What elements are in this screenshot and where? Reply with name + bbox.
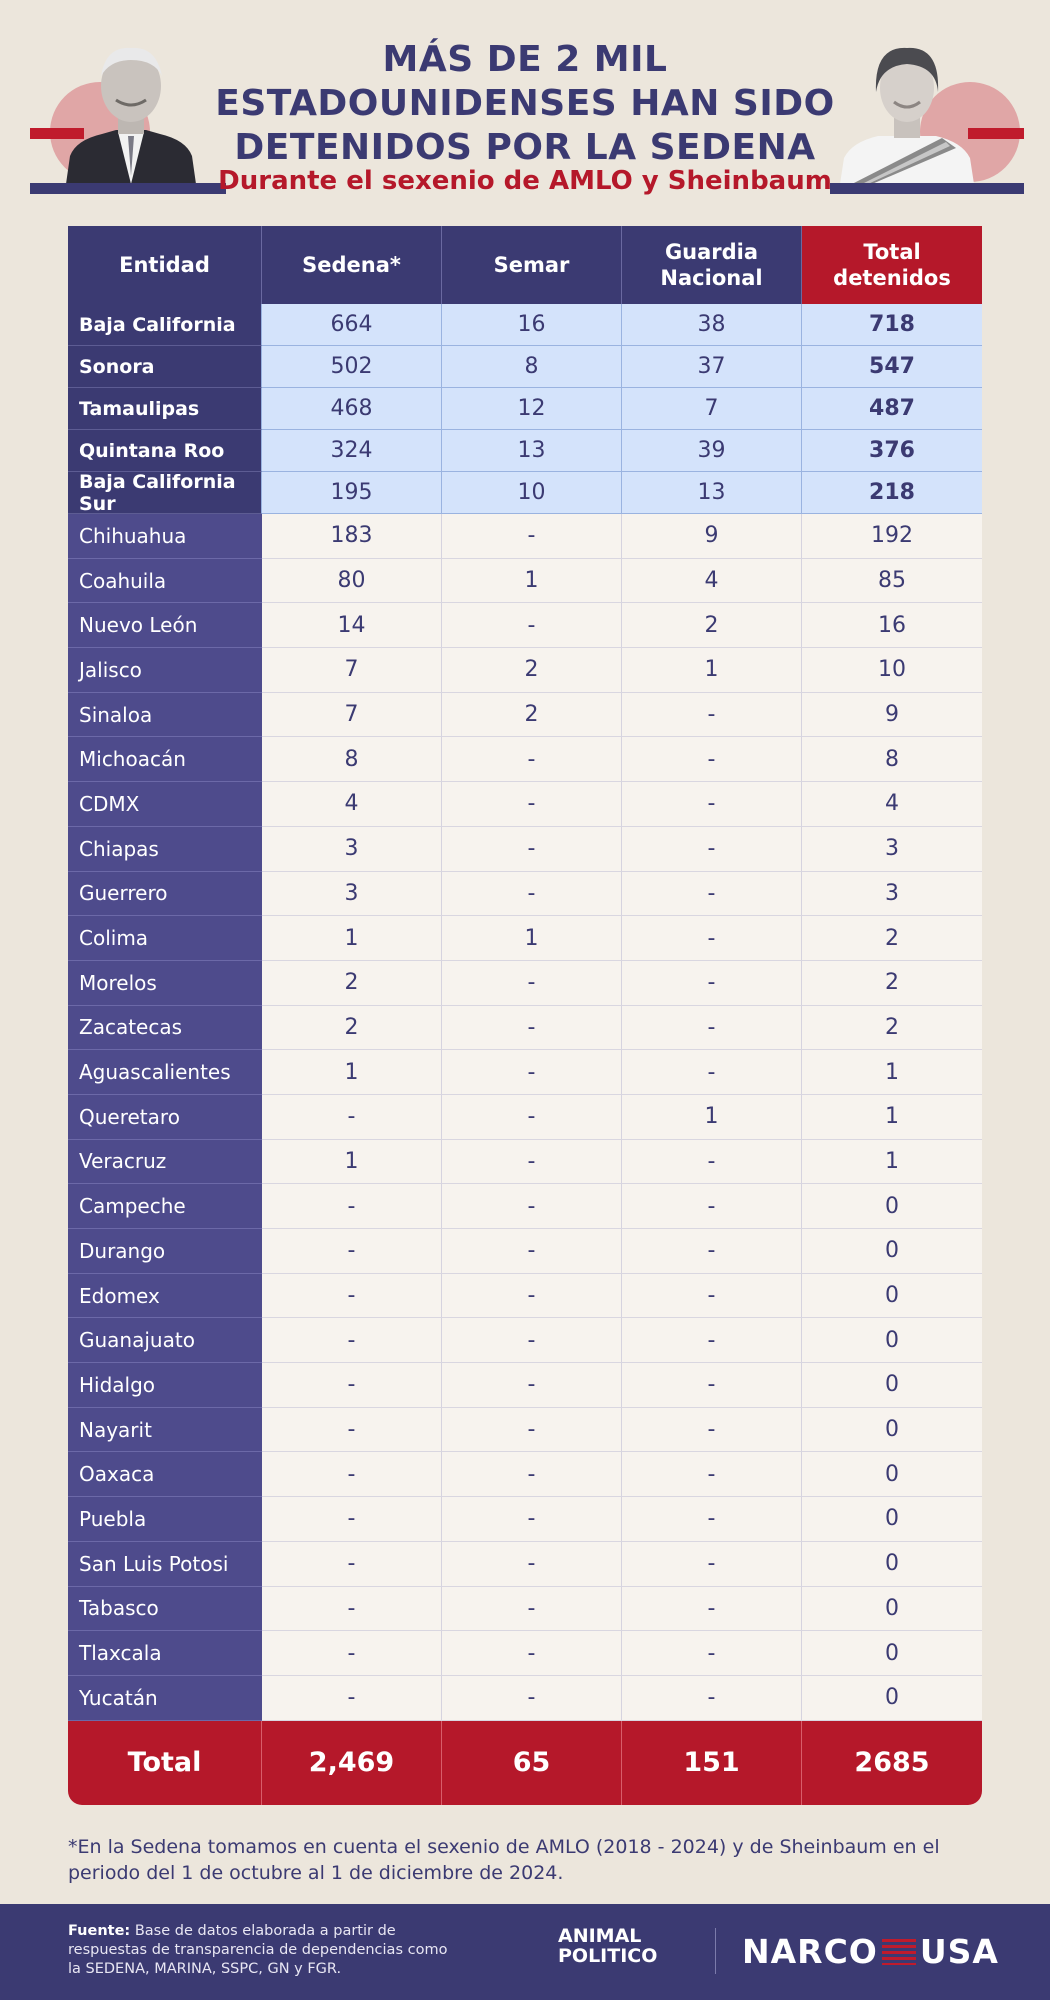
cell-entidad: Baja California Sur <box>68 472 262 514</box>
narco-usa-logo[interactable] <box>742 1932 999 1971</box>
cell-semar: - <box>442 1363 622 1408</box>
table-row <box>68 961 982 1006</box>
cell-sedena: - <box>262 1587 442 1632</box>
cell-semar: 1 <box>442 559 622 604</box>
cell-sedena: - <box>262 1676 442 1721</box>
cell-sedena: - <box>262 1408 442 1453</box>
cell-semar: 2 <box>442 693 622 738</box>
cell-entidad: Queretaro <box>68 1095 262 1140</box>
portrait-sheinbaum <box>832 36 982 184</box>
table-row <box>68 693 982 738</box>
cell-sedena: 3 <box>262 872 442 917</box>
table-row <box>68 1497 982 1542</box>
table-row <box>68 782 982 827</box>
cell-entidad: Veracruz <box>68 1140 262 1185</box>
header <box>0 0 1050 210</box>
table-row <box>68 472 982 514</box>
table-row <box>68 1408 982 1453</box>
cell-total: 0 <box>802 1676 982 1721</box>
cell-guardia-nacional: - <box>622 1229 802 1274</box>
cell-semar: 2 <box>442 648 622 693</box>
cell-sedena: 468 <box>262 388 442 430</box>
cell-entidad: Guerrero <box>68 872 262 917</box>
flag-stripes-icon <box>882 1939 916 1965</box>
cell-sedena: - <box>262 1542 442 1587</box>
cell-total: 85 <box>802 559 982 604</box>
table-row <box>68 1006 982 1051</box>
title-line-3: DETENIDOS POR LA SEDENA <box>234 127 816 168</box>
cell-semar: - <box>442 961 622 1006</box>
cell-sedena: 1 <box>262 1050 442 1095</box>
cell-sedena: 1 <box>262 916 442 961</box>
cell-entidad: Chiapas <box>68 827 262 872</box>
cell-guardia-nacional: - <box>622 1050 802 1095</box>
cell-total: 1 <box>802 1095 982 1140</box>
cell-semar: - <box>442 514 622 559</box>
cell-entidad: San Luis Potosi <box>68 1542 262 1587</box>
cell-guardia-nacional: 7 <box>622 388 802 430</box>
cell-semar: - <box>442 1318 622 1363</box>
cell-guardia-nacional: - <box>622 782 802 827</box>
cell-sedena: - <box>262 1452 442 1497</box>
cell-total: 3 <box>802 827 982 872</box>
cell-semar: - <box>442 827 622 872</box>
cell-sedena: 8 <box>262 737 442 782</box>
cell-entidad: Coahuila <box>68 559 262 604</box>
cell-total: 2 <box>802 916 982 961</box>
cell-semar: 13 <box>442 430 622 472</box>
cell-entidad: Zacatecas <box>68 1006 262 1051</box>
cell-total: 0 <box>802 1452 982 1497</box>
cell-total: 218 <box>802 472 982 514</box>
cell-sedena: 2 <box>262 1006 442 1051</box>
cell-guardia-nacional: - <box>622 827 802 872</box>
cell-guardia-nacional: - <box>622 1542 802 1587</box>
cell-semar: - <box>442 1274 622 1319</box>
table-row <box>68 1676 982 1721</box>
cell-semar: - <box>442 1184 622 1229</box>
cell-guardia-nacional: 9 <box>622 514 802 559</box>
cell-total: 0 <box>802 1318 982 1363</box>
cell-sedena: 664 <box>262 304 442 346</box>
cell-sedena: - <box>262 1184 442 1229</box>
cell-entidad: Yucatán <box>68 1676 262 1721</box>
cell-total: 2 <box>802 961 982 1006</box>
title-line-1: MÁS DE 2 MIL <box>382 39 668 80</box>
cell-guardia-nacional: - <box>622 916 802 961</box>
cell-sedena: 2 <box>262 961 442 1006</box>
cell-entidad: Durango <box>68 1229 262 1274</box>
cell-guardia-nacional: - <box>622 1408 802 1453</box>
cell-entidad: Tamaulipas <box>68 388 262 430</box>
cell-total: 547 <box>802 346 982 388</box>
cell-guardia-nacional: - <box>622 1318 802 1363</box>
table-row <box>68 603 982 648</box>
cell-entidad: Quintana Roo <box>68 430 262 472</box>
cell-semar: 1 <box>442 916 622 961</box>
column-header-guardia-nacional: Guardia Nacional <box>622 226 802 304</box>
cell-sedena: - <box>262 1631 442 1676</box>
cell-guardia-nacional: 38 <box>622 304 802 346</box>
table-row <box>68 827 982 872</box>
table-row <box>68 648 982 693</box>
table-row <box>68 1229 982 1274</box>
cell-entidad: Michoacán <box>68 737 262 782</box>
cell-guardia-nacional: 39 <box>622 430 802 472</box>
cell-semar: - <box>442 1587 622 1632</box>
cell-total: 0 <box>802 1363 982 1408</box>
cell-guardia-nacional: 1 <box>622 1095 802 1140</box>
cell-sedena: 324 <box>262 430 442 472</box>
cell-guardia-nacional: - <box>622 737 802 782</box>
cell-total: 0 <box>802 1408 982 1453</box>
cell-semar: 10 <box>442 472 622 514</box>
cell-total: 487 <box>802 388 982 430</box>
cell-guardia-nacional: - <box>622 693 802 738</box>
table-row <box>68 304 982 346</box>
cell-semar: - <box>442 603 622 648</box>
cell-entidad: Morelos <box>68 961 262 1006</box>
cell-sedena: 183 <box>262 514 442 559</box>
cell-semar: 12 <box>442 388 622 430</box>
table-row <box>68 1587 982 1632</box>
table-row <box>68 1274 982 1319</box>
table-row <box>68 1363 982 1408</box>
cell-total: 376 <box>802 430 982 472</box>
table-row <box>68 1452 982 1497</box>
cell-sedena: 80 <box>262 559 442 604</box>
table-row <box>68 916 982 961</box>
cell-total: 9 <box>802 693 982 738</box>
cell-guardia-nacional: - <box>622 1274 802 1319</box>
table-row <box>68 514 982 559</box>
cell-entidad: Sonora <box>68 346 262 388</box>
column-header-total: Total detenidos <box>802 226 982 304</box>
detentions-table <box>68 226 982 1805</box>
decorative-band-left <box>30 183 226 194</box>
cell-entidad: Edomex <box>68 1274 262 1319</box>
footer-divider <box>715 1928 716 1974</box>
cell-total: 0 <box>802 1184 982 1229</box>
column-header-entidad: Entidad <box>68 226 262 304</box>
cell-entidad: Tlaxcala <box>68 1631 262 1676</box>
cell-total: 0 <box>802 1631 982 1676</box>
table-row <box>68 430 982 472</box>
cell-entidad: Oaxaca <box>68 1452 262 1497</box>
table-row <box>68 388 982 430</box>
logo-animal-line2: POLITICO <box>558 1945 658 1967</box>
cell-total: 0 <box>802 1497 982 1542</box>
cell-entidad: Jalisco <box>68 648 262 693</box>
cell-entidad: Tabasco <box>68 1587 262 1632</box>
cell-sedena: 7 <box>262 648 442 693</box>
cell-guardia-nacional: - <box>622 1184 802 1229</box>
total-detenidos: 2685 <box>802 1721 982 1805</box>
table-row <box>68 559 982 604</box>
table-body <box>68 304 982 1721</box>
cell-semar: - <box>442 1631 622 1676</box>
cell-entidad: Sinaloa <box>68 693 262 738</box>
animal-politico-logo[interactable] <box>558 1926 657 1966</box>
cell-total: 0 <box>802 1274 982 1319</box>
cell-guardia-nacional: - <box>622 1363 802 1408</box>
cell-total: 10 <box>802 648 982 693</box>
source-text: Base de datos elaborada a partir de respuestas de transparencia de dependencias como la SEDENA, MARINA, SSPC, GN y FGR. <box>68 1923 448 1977</box>
table-row <box>68 1631 982 1676</box>
cell-sedena: - <box>262 1274 442 1319</box>
cell-total: 1 <box>802 1050 982 1095</box>
portrait-amlo <box>56 36 206 184</box>
cell-guardia-nacional: - <box>622 1140 802 1185</box>
total-label: Total <box>68 1721 262 1805</box>
cell-guardia-nacional: 1 <box>622 648 802 693</box>
table-row <box>68 1050 982 1095</box>
page-title <box>200 38 850 170</box>
cell-total: 0 <box>802 1542 982 1587</box>
cell-entidad: Nuevo León <box>68 603 262 648</box>
table-row <box>68 737 982 782</box>
logo-narco-left: NARCO <box>742 1932 878 1971</box>
cell-total: 0 <box>802 1229 982 1274</box>
title-line-2: ESTADOUNIDENSES HAN SIDO <box>215 83 835 124</box>
cell-guardia-nacional: - <box>622 1631 802 1676</box>
cell-entidad: Nayarit <box>68 1408 262 1453</box>
cell-semar: 16 <box>442 304 622 346</box>
cell-entidad: Colima <box>68 916 262 961</box>
cell-sedena: 7 <box>262 693 442 738</box>
cell-total: 8 <box>802 737 982 782</box>
cell-sedena: - <box>262 1095 442 1140</box>
cell-sedena: 14 <box>262 603 442 648</box>
cell-entidad: Chihuahua <box>68 514 262 559</box>
cell-guardia-nacional: 2 <box>622 603 802 648</box>
cell-entidad: Baja California <box>68 304 262 346</box>
cell-guardia-nacional: 13 <box>622 472 802 514</box>
cell-semar: - <box>442 782 622 827</box>
cell-entidad: Guanajuato <box>68 1318 262 1363</box>
table-row <box>68 872 982 917</box>
cell-semar: - <box>442 872 622 917</box>
cell-total: 192 <box>802 514 982 559</box>
cell-guardia-nacional: - <box>622 1006 802 1051</box>
column-header-semar: Semar <box>442 226 622 304</box>
cell-sedena: 1 <box>262 1140 442 1185</box>
cell-guardia-nacional: 37 <box>622 346 802 388</box>
cell-total: 1 <box>802 1140 982 1185</box>
cell-semar: - <box>442 737 622 782</box>
cell-entidad: Hidalgo <box>68 1363 262 1408</box>
logo-animal-line1: ANIMAL <box>558 1925 642 1947</box>
table-row <box>68 1184 982 1229</box>
cell-total: 4 <box>802 782 982 827</box>
footnote: *En la Sedena tomamos en cuenta el sexenio de AMLO (2018 - 2024) y de Sheinbaum en el periodo del 1 de octubre al 1 de diciembre de 2024. <box>68 1836 940 1884</box>
cell-total: 16 <box>802 603 982 648</box>
cell-semar: 8 <box>442 346 622 388</box>
cell-sedena: - <box>262 1318 442 1363</box>
table-total-row <box>68 1721 982 1805</box>
source-credit <box>68 1922 448 1979</box>
cell-total: 0 <box>802 1587 982 1632</box>
column-header-sedena: Sedena* <box>262 226 442 304</box>
cell-entidad: CDMX <box>68 782 262 827</box>
cell-semar: - <box>442 1497 622 1542</box>
total-sedena: 2,469 <box>262 1721 442 1805</box>
cell-guardia-nacional: - <box>622 872 802 917</box>
cell-guardia-nacional: - <box>622 1497 802 1542</box>
total-guardia-nacional: 151 <box>622 1721 802 1805</box>
cell-guardia-nacional: - <box>622 1587 802 1632</box>
cell-guardia-nacional: 4 <box>622 559 802 604</box>
cell-total: 718 <box>802 304 982 346</box>
decorative-band-right <box>830 183 1024 194</box>
cell-semar: - <box>442 1140 622 1185</box>
cell-semar: - <box>442 1229 622 1274</box>
cell-sedena: - <box>262 1229 442 1274</box>
cell-sedena: 3 <box>262 827 442 872</box>
page-subtitle: Durante el sexenio de AMLO y Sheinbaum <box>218 166 832 196</box>
cell-entidad: Campeche <box>68 1184 262 1229</box>
cell-guardia-nacional: - <box>622 1676 802 1721</box>
cell-guardia-nacional: - <box>622 961 802 1006</box>
footer <box>0 1904 1050 2000</box>
source-label: Fuente: <box>68 1923 131 1939</box>
table-header-row <box>68 226 982 304</box>
cell-semar: - <box>442 1050 622 1095</box>
cell-sedena: 502 <box>262 346 442 388</box>
table-row <box>68 1542 982 1587</box>
cell-total: 3 <box>802 872 982 917</box>
cell-sedena: - <box>262 1363 442 1408</box>
cell-semar: - <box>442 1095 622 1140</box>
cell-total: 2 <box>802 1006 982 1051</box>
cell-sedena: - <box>262 1497 442 1542</box>
total-semar: 65 <box>442 1721 622 1805</box>
table-row <box>68 1095 982 1140</box>
cell-sedena: 4 <box>262 782 442 827</box>
table-row <box>68 346 982 388</box>
cell-semar: - <box>442 1006 622 1051</box>
logo-narco-right: USA <box>919 1932 999 1971</box>
cell-semar: - <box>442 1676 622 1721</box>
cell-semar: - <box>442 1452 622 1497</box>
cell-entidad: Puebla <box>68 1497 262 1542</box>
cell-guardia-nacional: - <box>622 1452 802 1497</box>
cell-semar: - <box>442 1408 622 1453</box>
cell-semar: - <box>442 1542 622 1587</box>
cell-sedena: 195 <box>262 472 442 514</box>
cell-entidad: Aguascalientes <box>68 1050 262 1095</box>
table-row <box>68 1318 982 1363</box>
table-row <box>68 1140 982 1185</box>
